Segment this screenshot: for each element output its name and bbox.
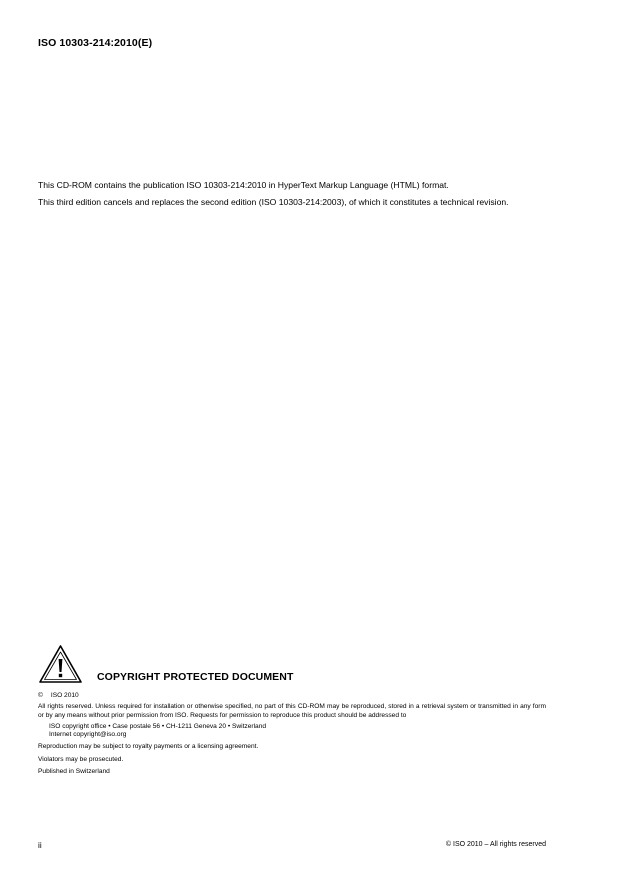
copyright-section bbox=[38, 640, 546, 780]
intro-paragraph-2: This third edition cancels and replaces the second edition (ISO 10303-214:2003), of which it constitutes a technical revision. bbox=[38, 197, 509, 207]
page-number: ii bbox=[38, 840, 42, 850]
copyright-year-line bbox=[38, 692, 546, 700]
violators-notice: Violators may be prosecuted. bbox=[38, 755, 124, 763]
warning-triangle-icon bbox=[38, 644, 83, 684]
footer-copyright-notice: © ISO 2010 – All rights reserved bbox=[445, 841, 546, 848]
copyright-symbol: © bbox=[38, 692, 43, 699]
rights-reserved-text: All rights reserved. Unless required for installation or otherwise specified, no part of this CD-ROM may be reproduced, stored in a retrieval system or transmitted in any form or by any means without prior permission from ISO. Requests for permission to reproduce this product should be addressed to bbox=[38, 703, 546, 719]
copyright-year: ISO 2010 bbox=[50, 692, 79, 699]
address-line-2: Internet copyright@iso.org bbox=[49, 731, 127, 739]
published-in: Published in Switzerland bbox=[38, 768, 110, 776]
copyright-heading-row bbox=[38, 640, 546, 684]
address-line-1: ISO copyright office • Case postale 56 • CH-1211 Geneva 20 • Switzerland bbox=[49, 722, 267, 730]
royalty-notice: Reproduction may be subject to royalty payments or a licensing agreement. bbox=[38, 743, 259, 751]
copyright-office-address bbox=[38, 723, 546, 740]
intro-paragraph-1: This CD-ROM contains the publication ISO 10303-214:2010 in HyperText Markup Language (HTML) format. bbox=[38, 180, 449, 190]
document-id-header: ISO 10303-214:2010(E) bbox=[38, 37, 153, 49]
intro-section bbox=[38, 180, 546, 214]
copyright-title: COPYRIGHT PROTECTED DOCUMENT bbox=[97, 670, 294, 683]
